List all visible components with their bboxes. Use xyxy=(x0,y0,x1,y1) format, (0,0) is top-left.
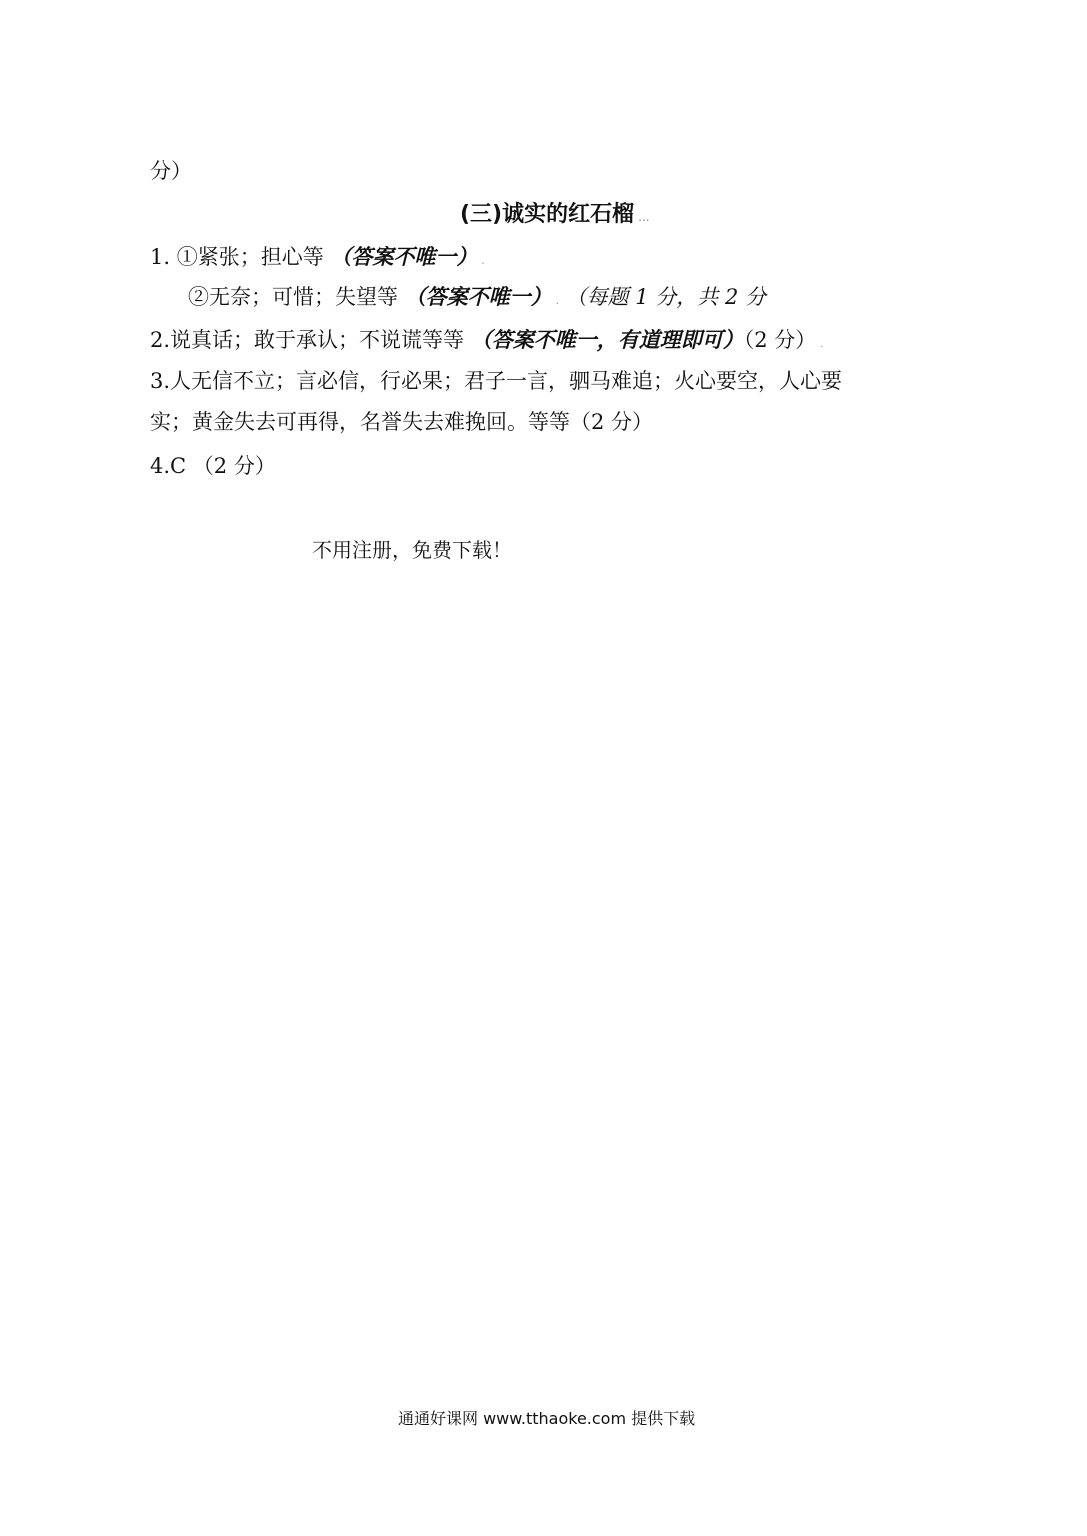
q1-line1-dot: . xyxy=(481,256,485,267)
q2-score: （2 分） xyxy=(743,328,817,352)
q1-line2-dot: . xyxy=(555,296,559,307)
q2-text: 2.说真话；敢于承认；不说谎等等 xyxy=(150,328,471,352)
answer-q3-line1: 3.人无信不立；言必信，行必果；君子一言，驷马难追；火心要空，人心要 xyxy=(150,369,843,393)
answer-q2 xyxy=(150,325,823,360)
q2-dot: . xyxy=(820,339,824,350)
promo-text: 不用注册，免费下载！ xyxy=(312,538,512,562)
answer-q1-line2 xyxy=(188,282,766,317)
section-title-text: (三)诚实的红石榴 xyxy=(460,202,635,227)
q1-line2-text: ②无奈；可惜；失望等 xyxy=(188,285,405,309)
footer-text: 通通好课网 www.tthaoke.com 提供下载 xyxy=(398,1409,696,1428)
q1-line1-text: 1. ①紧张；担心等 xyxy=(150,245,331,269)
q1-line1-note: （答案不唯一） xyxy=(330,245,478,269)
q1-line2-score: （每题 1 分，共 2 分 xyxy=(565,285,766,309)
q1-line2-note: （答案不唯一） xyxy=(404,285,552,309)
section-title-dots: ... xyxy=(638,210,650,224)
q2-note: （答案不唯一，有道理即可） xyxy=(470,328,744,352)
answer-q3-line2: 实；黄金失去可再得，名誉失去难挽回。等等（2 分） xyxy=(150,410,654,434)
section-title xyxy=(460,200,650,232)
answer-q1-line1 xyxy=(150,242,485,277)
carry-over-text: 分） xyxy=(150,159,192,183)
answer-q4: 4.C （2 分） xyxy=(150,454,276,478)
